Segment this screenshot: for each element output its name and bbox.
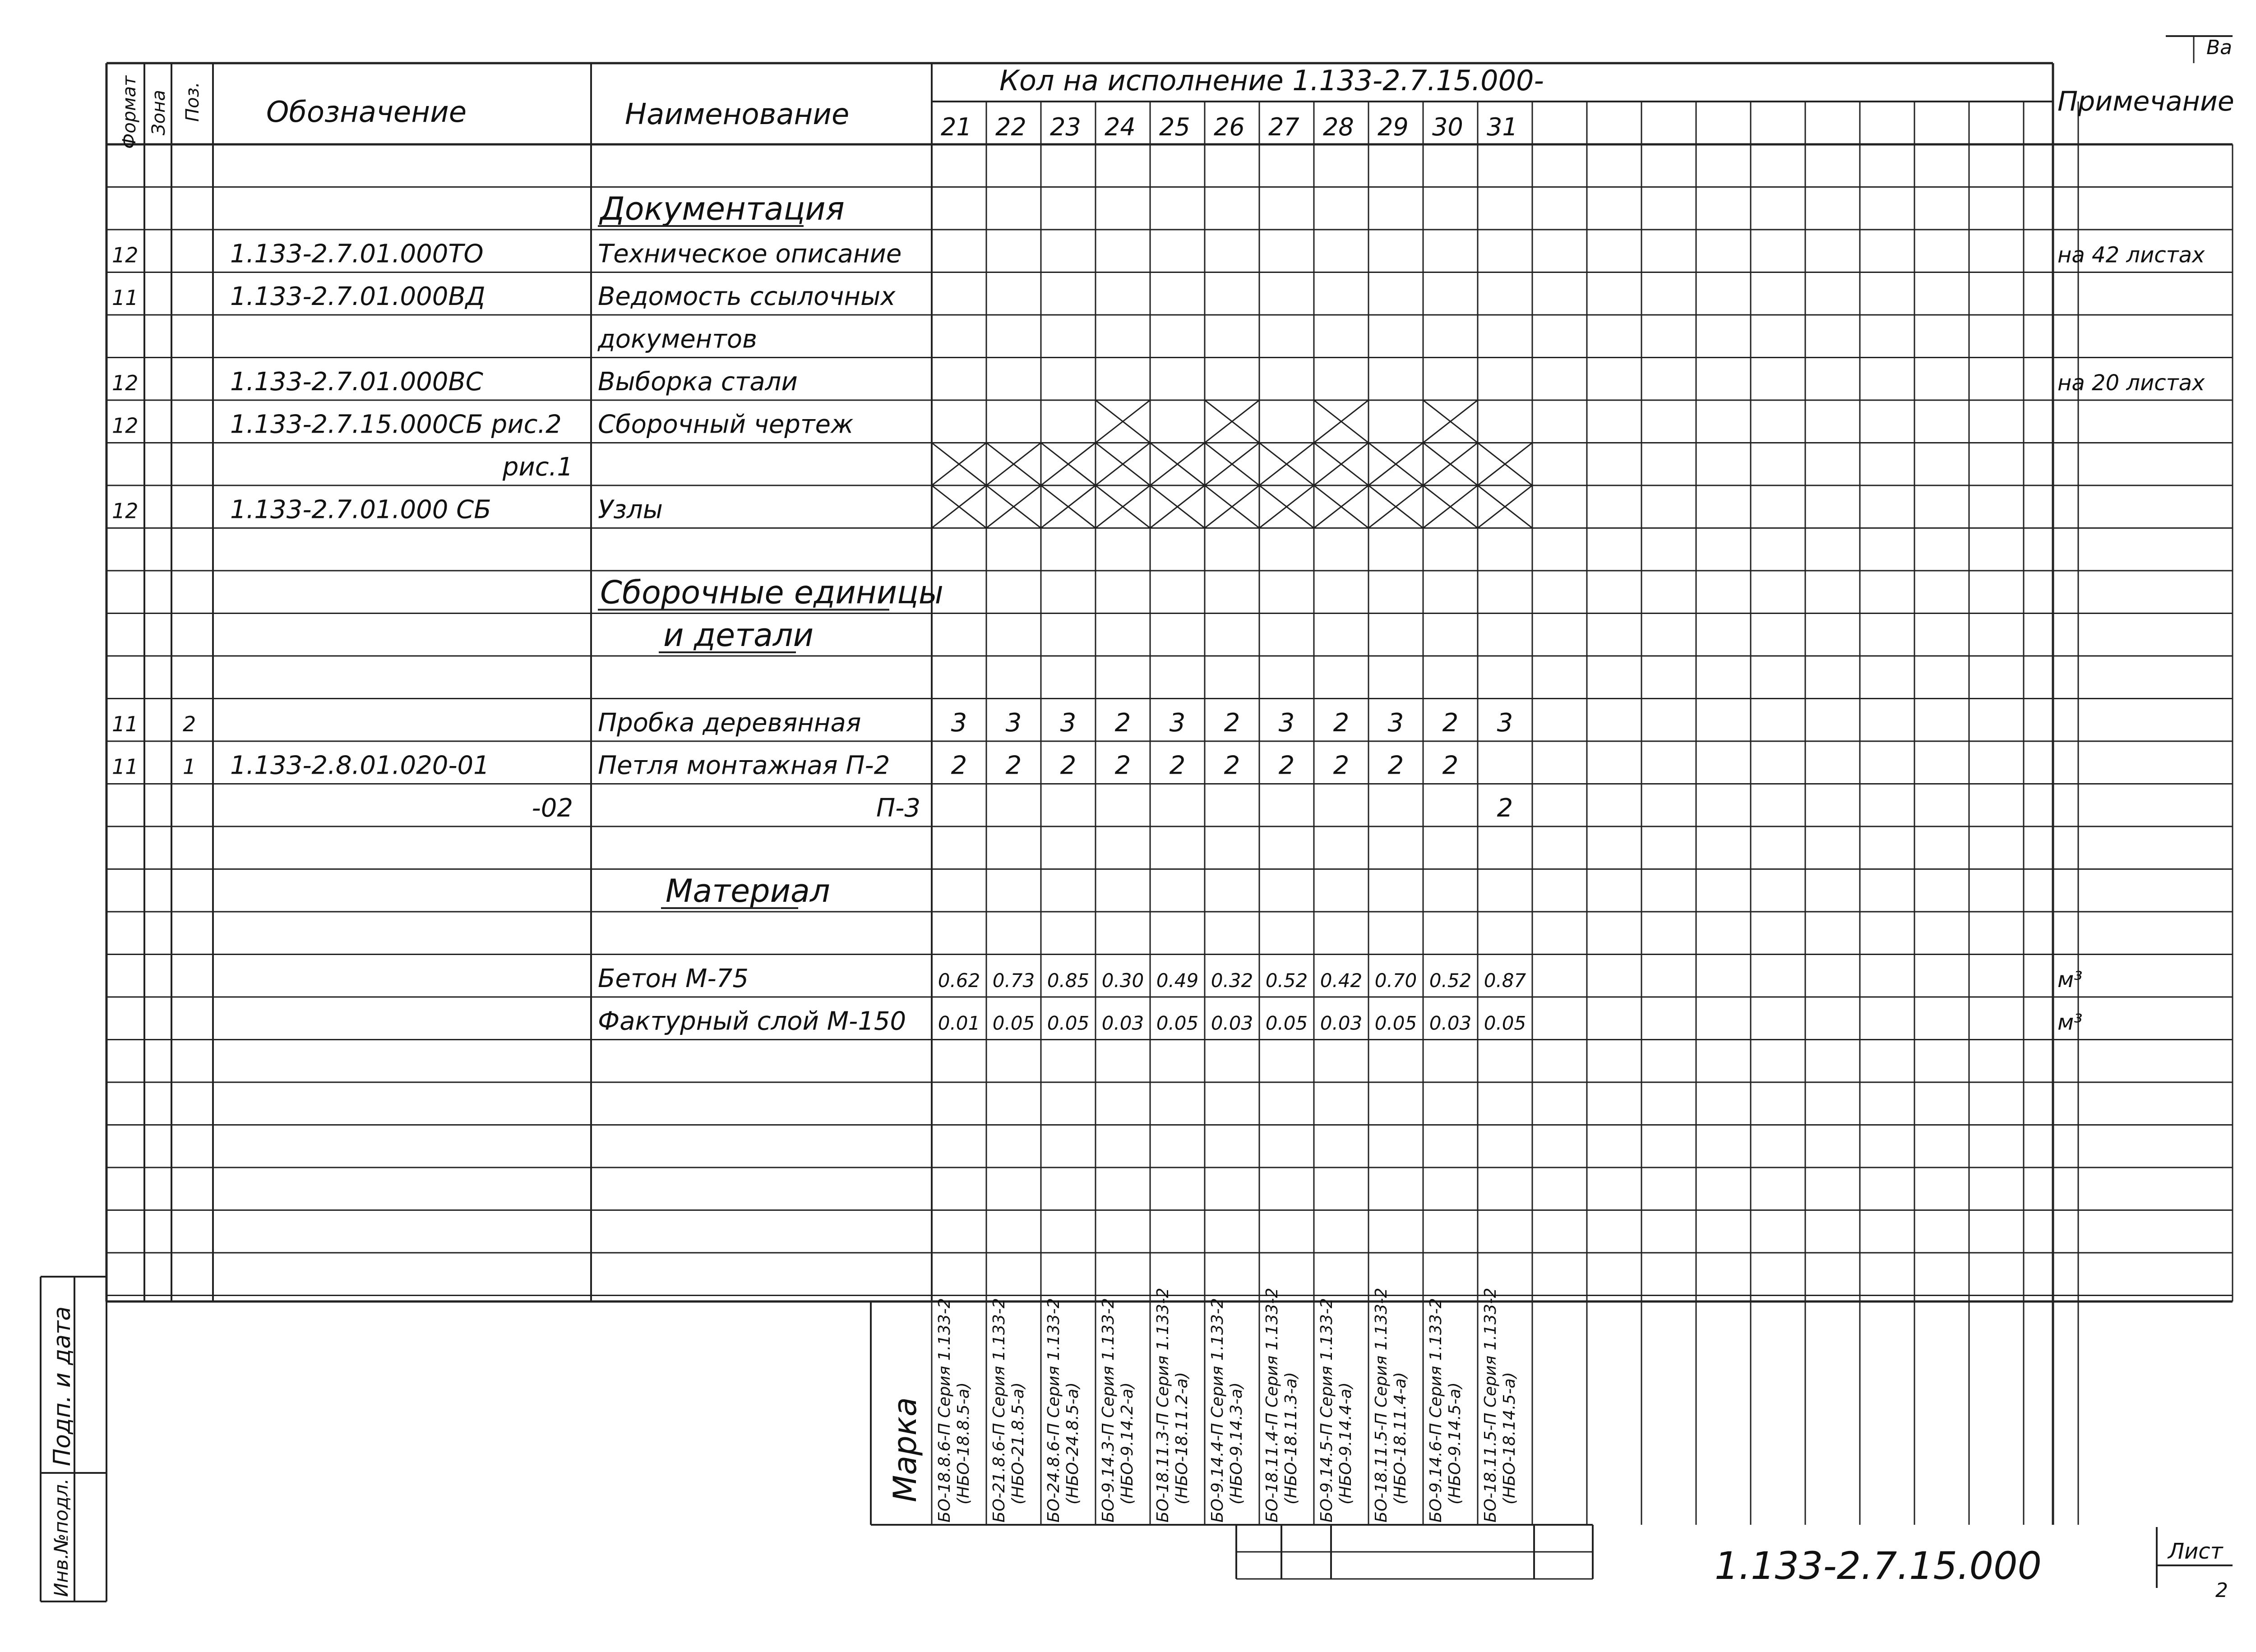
spec-row <box>600 574 943 611</box>
qty-cell: 2 <box>1387 751 1404 780</box>
section-heading: и детали <box>663 617 814 654</box>
mark-cell <box>990 1298 1027 1523</box>
corner-label: Ва <box>2206 36 2233 59</box>
mark-cell <box>935 1298 973 1523</box>
qty-cell: 0.30 <box>1101 969 1144 992</box>
qty-cell: 2 <box>1333 708 1350 738</box>
header-zone: Зона <box>148 90 169 135</box>
mark-analog: (НБО-18.11.3-а) <box>1282 1372 1300 1504</box>
section-heading: Документация <box>600 190 845 227</box>
qty-cell: 0.03 <box>1429 1012 1472 1034</box>
mark-analog: (НБО-18.11.4-а) <box>1391 1372 1410 1504</box>
qty-cell: 2 <box>951 751 967 780</box>
qty-cell: 2 <box>1278 751 1295 780</box>
spec-row <box>112 282 896 311</box>
inv-number-label: Инв.№подл. <box>50 1478 72 1597</box>
section-heading: Сборочные единицы <box>600 574 943 611</box>
section-heading: Материал <box>666 872 830 909</box>
sheet-number: 2 <box>2215 1579 2228 1602</box>
spec-row <box>112 751 1458 780</box>
format-cell: 11 <box>112 286 139 310</box>
designation-cell: 1.133-2.7.01.000ВС <box>230 367 483 397</box>
header-format: Формат <box>119 75 140 149</box>
mark-designation: БО-18.11.5-П Серия 1.133-2 <box>1372 1287 1391 1523</box>
designation-cell: 1.133-2.7.01.000ТО <box>230 239 484 269</box>
name-cell: документов <box>598 324 758 354</box>
qty-cell: 2 <box>1224 708 1240 738</box>
note-cell: м³ <box>2057 1010 2083 1035</box>
format-cell: 12 <box>112 413 139 438</box>
qty-cell: 3 <box>1278 708 1295 738</box>
name-cell: Бетон М-75 <box>598 964 749 993</box>
qty-cell: 3 <box>1005 708 1022 738</box>
qty-cell: 3 <box>1169 708 1186 738</box>
qty-cell: 0.52 <box>1265 969 1308 992</box>
variant-header-23: 23 <box>1050 113 1081 141</box>
format-cell: 11 <box>112 712 139 736</box>
sign-date-label: Подп. и дата <box>49 1306 76 1466</box>
mark-cell <box>1481 1287 1519 1523</box>
format-cell: 12 <box>112 243 139 268</box>
mark-analog: (НБО-21.8.5-а) <box>1009 1382 1027 1504</box>
format-cell: 11 <box>112 754 139 779</box>
variant-number-headers <box>941 113 1518 141</box>
qty-cell: 0.87 <box>1484 969 1526 992</box>
qty-cell: 0.01 <box>938 1012 980 1034</box>
mark-designation: БО-9.14.4-П Серия 1.133-2 <box>1208 1298 1227 1523</box>
variant-header-22: 22 <box>995 113 1026 141</box>
header-name: Наименование <box>625 98 850 131</box>
marks-list <box>935 1287 1519 1523</box>
qty-cell: 0.05 <box>1265 1012 1308 1034</box>
mark-designation: БО-9.14.3-П Серия 1.133-2 <box>1099 1298 1118 1523</box>
mark-designation: БО-18.11.5-П Серия 1.133-2 <box>1481 1287 1500 1523</box>
mark-designation: БО-18.8.6-П Серия 1.133-2 <box>935 1298 954 1523</box>
sheet-label: Лист <box>2168 1539 2223 1564</box>
crossed-cells <box>932 400 1532 528</box>
note-cell: на 20 листах <box>2057 370 2205 396</box>
mark-designation: БО-21.8.6-П Серия 1.133-2 <box>990 1298 1008 1523</box>
qty-cell: 0.05 <box>992 1012 1035 1034</box>
mark-analog: (НБО-9.14.2-а) <box>1118 1382 1137 1504</box>
qty-cell: 0.03 <box>1211 1012 1253 1034</box>
variant-header-31: 31 <box>1487 113 1518 141</box>
mark-cell <box>1099 1298 1137 1523</box>
designation-cell: 1.133-2.7.01.000ВД <box>230 282 485 311</box>
spec-row <box>663 617 814 654</box>
mark-designation: БО-18.11.4-П Серия 1.133-2 <box>1263 1287 1281 1523</box>
header-pos: Поз. <box>182 82 203 122</box>
mark-cell <box>1045 1298 1082 1523</box>
mark-cell <box>1372 1287 1410 1523</box>
spec-row <box>599 190 845 227</box>
document-number: 1.133-2.7.15.000 <box>1715 1544 2042 1588</box>
name-cell: Ведомость ссылочных <box>598 282 896 311</box>
table-grid <box>41 36 2233 1601</box>
variant-header-28: 28 <box>1323 113 1354 141</box>
spec-row <box>112 367 2205 397</box>
mark-cell <box>1154 1287 1191 1523</box>
designation-cell: 1.133-2.7.15.000СБ рис.2 <box>230 410 562 439</box>
header-qty-title: Кол на исполнение 1.133-2.7.15.000- <box>999 64 1544 97</box>
spec-row <box>112 708 1513 738</box>
name-cell: Петля монтажная П-2 <box>598 751 890 780</box>
qty-cell: 0.05 <box>1484 1012 1526 1034</box>
qty-cell: 2 <box>1442 751 1459 780</box>
spec-row <box>666 872 830 909</box>
name-cell: Узлы <box>598 495 663 525</box>
variant-header-26: 26 <box>1214 113 1245 141</box>
header-designation: Обозначение <box>266 96 467 129</box>
qty-cell: 0.85 <box>1047 969 1090 992</box>
qty-cell: 0.05 <box>1047 1012 1090 1034</box>
mark-analog: (НБО-18.14.5-а) <box>1500 1372 1519 1504</box>
designation-cell: -02 <box>532 794 573 823</box>
mark-analog: (НБО-9.14.4-а) <box>1336 1382 1355 1504</box>
format-cell: 12 <box>112 498 139 523</box>
spec-row <box>112 410 853 439</box>
mark-cell <box>1427 1298 1464 1523</box>
designation-cell: 1.133-2.7.01.000 СБ <box>230 495 491 525</box>
qty-cell: 2 <box>1060 751 1077 780</box>
designation-cell: 1.133-2.8.01.020-01 <box>230 751 490 780</box>
spec-row <box>112 495 663 525</box>
variant-header-29: 29 <box>1378 113 1409 141</box>
variant-header-27: 27 <box>1268 113 1299 141</box>
qty-cell: 2 <box>1333 751 1350 780</box>
mark-designation: БО-9.14.6-П Серия 1.133-2 <box>1427 1298 1445 1523</box>
qty-cell: 3 <box>951 708 967 738</box>
mark-cell <box>1318 1298 1355 1523</box>
name-cell: Выборка стали <box>598 367 798 397</box>
zone-cell: 1 <box>183 754 196 779</box>
qty-cell: 2 <box>1169 751 1186 780</box>
mark-analog: (НБО-9.14.3-а) <box>1227 1382 1246 1504</box>
qty-cell: 0.73 <box>992 969 1035 992</box>
variant-header-30: 30 <box>1432 113 1463 141</box>
qty-cell: 3 <box>1387 708 1404 738</box>
name-cell: Техническое описание <box>598 239 902 269</box>
mark-designation: БО-9.14.5-П Серия 1.133-2 <box>1318 1298 1336 1523</box>
note-cell: на 42 листах <box>2057 242 2205 268</box>
mark-analog: (НБО-24.8.5-а) <box>1063 1382 1082 1504</box>
zone-cell: 2 <box>183 712 196 736</box>
name-cell: Фактурный слой М-150 <box>598 1006 906 1036</box>
mark-cell <box>1263 1287 1300 1523</box>
mark-designation: БО-24.8.6-П Серия 1.133-2 <box>1045 1298 1063 1523</box>
name-cell: Сборочный чертеж <box>598 410 854 439</box>
qty-cell: 3 <box>1060 708 1077 738</box>
qty-cell: 2 <box>1442 708 1459 738</box>
qty-cell: 0.70 <box>1374 969 1417 992</box>
mark-designation: БО-18.11.3-П Серия 1.133-2 <box>1154 1287 1172 1523</box>
qty-cell: 2 <box>1005 751 1022 780</box>
qty-cell: 2 <box>1224 751 1240 780</box>
qty-cell: 0.52 <box>1429 969 1472 992</box>
spec-row <box>112 240 2205 269</box>
format-cell: 12 <box>112 371 139 395</box>
qty-cell: 0.42 <box>1320 969 1363 992</box>
variant-header-25: 25 <box>1159 113 1190 141</box>
qty-cell: 2 <box>1497 794 1513 823</box>
mark-cell <box>1208 1298 1246 1523</box>
qty-cell: 2 <box>1114 708 1131 738</box>
mark-analog: (НБО-18.8.5-а) <box>954 1382 973 1504</box>
note-cell: м³ <box>2057 967 2083 992</box>
qty-cell: 0.05 <box>1374 1012 1417 1034</box>
qty-cell: 0.05 <box>1156 1012 1199 1034</box>
spec-row <box>597 325 757 354</box>
spec-row <box>532 794 1513 823</box>
mark-analog: (НБО-9.14.5-а) <box>1446 1382 1464 1504</box>
qty-cell: 3 <box>1497 708 1513 738</box>
variant-header-21: 21 <box>941 113 972 141</box>
qty-cell: 0.49 <box>1156 969 1199 992</box>
spec-row <box>502 452 573 482</box>
qty-cell: 2 <box>1114 751 1131 780</box>
designation-cell: рис.1 <box>502 452 573 482</box>
name-cell: П-3 <box>876 794 920 823</box>
qty-cell: 0.03 <box>1101 1012 1144 1034</box>
mark-analog: (НБО-18.11.2-а) <box>1173 1372 1191 1504</box>
name-cell: Пробка деревянная <box>598 708 861 738</box>
variant-header-24: 24 <box>1105 113 1136 141</box>
header-note: Примечание <box>2057 86 2234 117</box>
qty-cell: 0.03 <box>1320 1012 1363 1034</box>
qty-cell: 0.32 <box>1211 969 1253 992</box>
qty-cell: 0.62 <box>938 969 980 992</box>
marks-title: Марка <box>887 1397 924 1502</box>
